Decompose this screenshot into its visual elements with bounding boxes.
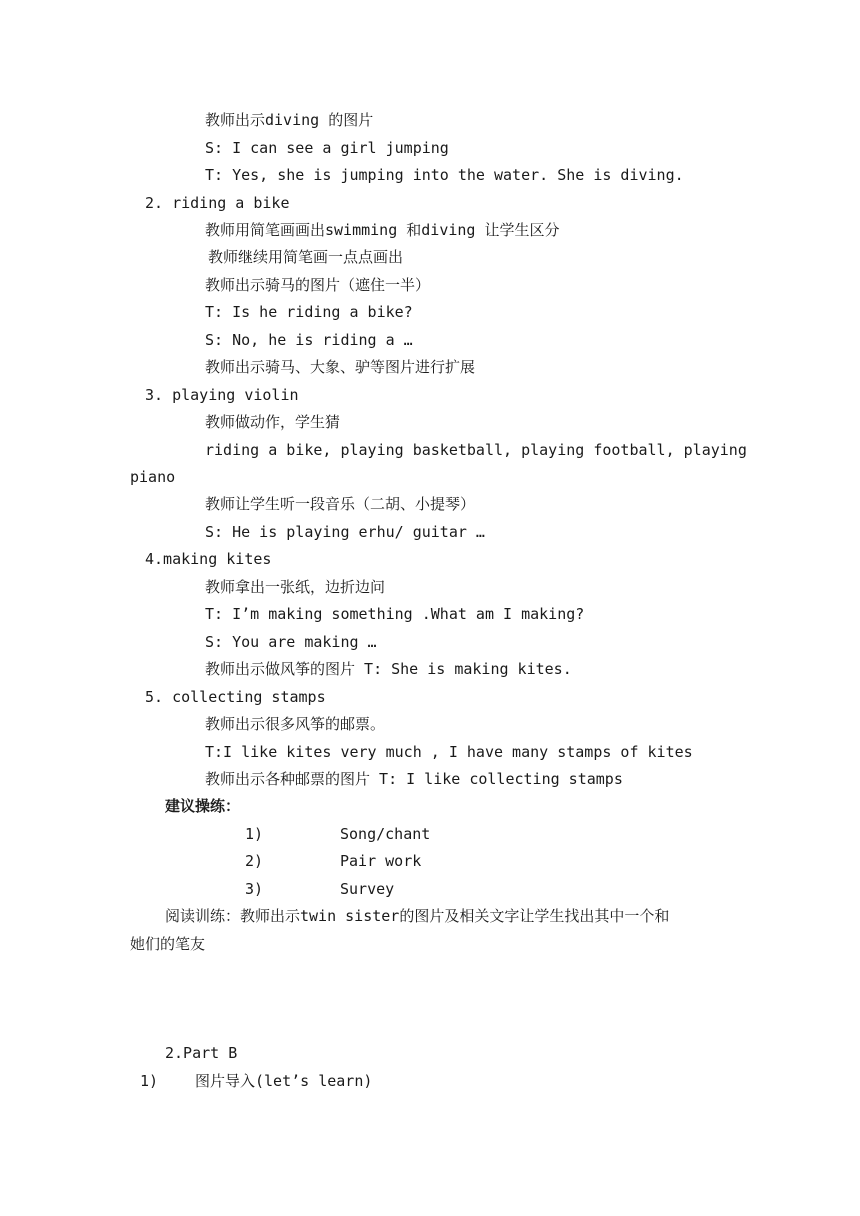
section-heading: 2. riding a bike bbox=[145, 194, 290, 212]
text-line: T: Is he riding a bike? bbox=[205, 303, 413, 321]
text-line: S: I can see a girl jumping bbox=[205, 139, 449, 157]
text-line: S: He is playing erhu/ guitar … bbox=[205, 523, 485, 541]
list-number: 1) bbox=[140, 1072, 159, 1090]
text-line: S: You are making … bbox=[205, 633, 377, 651]
practice-item: Survey bbox=[340, 880, 395, 898]
text-line: 教师用简笔画画出swimming 和diving 让学生区分 bbox=[205, 221, 560, 239]
text-line: 教师出示各种邮票的图片 T: I like collecting stamps bbox=[205, 770, 623, 788]
section-heading: 3. playing violin bbox=[145, 386, 299, 404]
practice-item: Pair work bbox=[340, 852, 422, 870]
text-line: 她们的笔友 bbox=[130, 935, 206, 953]
practice-number: 3) bbox=[245, 880, 264, 898]
section-heading: 5. collecting stamps bbox=[145, 688, 326, 706]
practice-number: 2) bbox=[245, 852, 264, 870]
text-line: T: Yes, she is jumping into the water. She is diving. bbox=[205, 166, 684, 184]
text-line: T: I’m making something .What am I making? bbox=[205, 605, 585, 623]
practice-number: 1) bbox=[245, 825, 264, 843]
text-line: 教师出示diving 的图片 bbox=[205, 111, 374, 129]
text-line: 教师做动作，学生猜 bbox=[205, 413, 341, 431]
practice-heading: 建议操练： bbox=[165, 797, 241, 815]
text-line: 教师让学生听一段音乐（二胡、小提琴） bbox=[205, 495, 476, 513]
text-line: 教师出示骑马的图片（遮住一半） bbox=[205, 276, 431, 294]
text-line: T:I like kites very much , I have many stamps of kites bbox=[205, 743, 693, 761]
text-line: 教师拿出一张纸，边折边问 bbox=[205, 578, 386, 596]
section-heading: 2.Part B bbox=[165, 1044, 238, 1062]
text-line: 教师出示做风筝的图片 T: She is making kites. bbox=[205, 660, 572, 678]
practice-item: Song/chant bbox=[340, 825, 431, 843]
text-line: riding a bike, playing basketball, playing football, playing bbox=[205, 441, 747, 459]
text-line: S: No, he is riding a … bbox=[205, 331, 413, 349]
section-heading: 4.making kites bbox=[145, 550, 272, 568]
text-line: 教师出示骑马、大象、驴等图片进行扩展 bbox=[205, 358, 476, 376]
text-line: piano bbox=[130, 468, 176, 486]
list-item: 图片导入(let’s learn) bbox=[195, 1072, 373, 1090]
text-line: 教师出示很多风筝的邮票。 bbox=[205, 715, 386, 733]
text-line: 教师继续用简笔画一点点画出 bbox=[208, 248, 404, 266]
text-line: 阅读训练：教师出示twin sister的图片及相关文字让学生找出其中一个和 bbox=[165, 907, 670, 925]
